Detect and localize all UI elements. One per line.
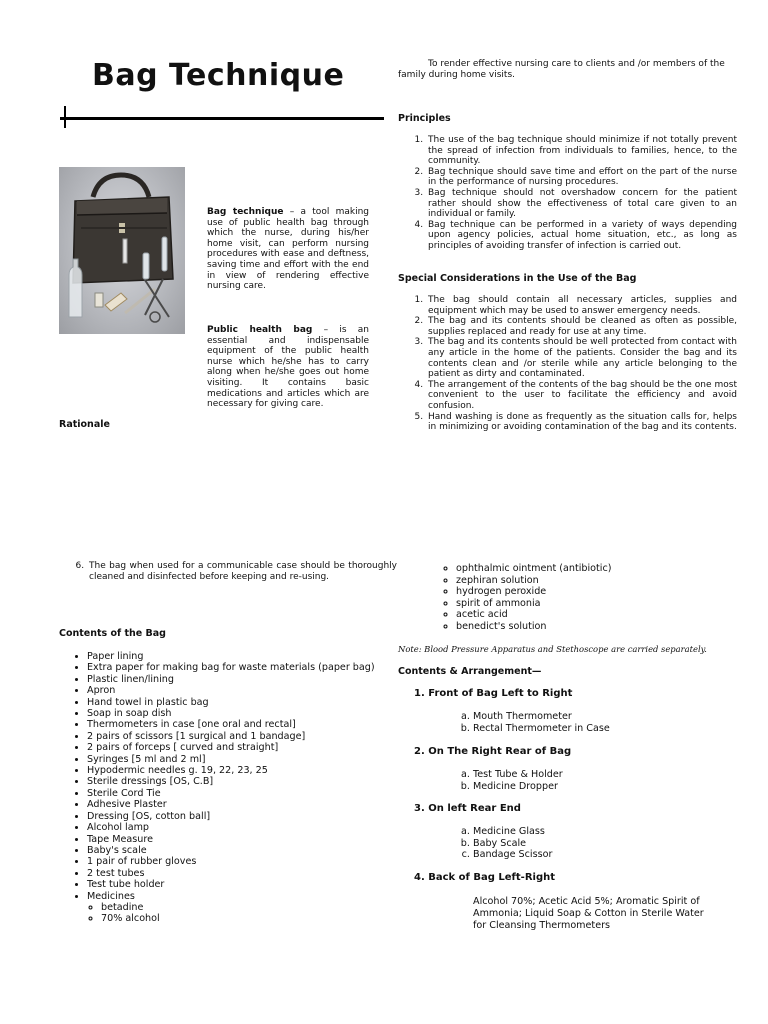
contents-list — [59, 651, 397, 925]
list-item: 4. Bag technique can be performed in a variety of ways depending upon agency policies, actual home situation, etc., as long as principles of avoiding transfer of infection is carried out. — [426, 220, 737, 252]
list-item: • Plastic linen/lining — [87, 674, 397, 685]
arrangement-number: 3. — [414, 803, 425, 814]
arrangement-title: On The Right Rear of Bag — [428, 746, 572, 757]
note-text: Note: Blood Pressure Apparatus and Stethoscope are carried separately. — [398, 644, 707, 654]
list-item: b. Baby Scale — [473, 838, 552, 850]
list-item: • 2 test tubes — [87, 868, 397, 879]
list-item: • 1 pair of rubber gloves — [87, 856, 397, 867]
title-rule — [60, 117, 384, 120]
bag-technique-definition — [207, 207, 369, 292]
bag-technique-text: – a tool making use of public health bag through which the nurse, during his/her home visit, can perform nursing procedures with ease and deftness, saving time and effort with the end in view of rendering effective nursing care. — [207, 207, 369, 292]
list-item: 2. The bag and its contents should be cleaned as often as possible, supplies replaced and ready for use at any time. — [426, 316, 737, 337]
list-item: • Alcohol lamp — [87, 822, 397, 833]
list-item: • Hand towel in plastic bag — [87, 697, 397, 708]
rationale-text: To render effective nursing care to clients and /or members of the family during home visits. — [398, 59, 725, 80]
arrangement-section-4-text: Alcohol 70%; Acetic Acid 5%; Aromatic Spirit of Ammonia; Liquid Soap & Cotton in Sterile Water for Cleansing Thermometers — [473, 896, 704, 931]
list-item: • Sterile dressings [OS, C.B] — [87, 776, 397, 787]
arrangement-number: 2. — [414, 746, 425, 757]
list-item: ◦ 70% alcohol — [101, 913, 397, 924]
principles-list — [398, 135, 737, 252]
arrangement-section-2-heading — [414, 746, 571, 757]
list-item: • Baby's scale — [87, 845, 397, 856]
arrangement-section-2-list — [445, 769, 563, 792]
list-item: 5. Hand washing is done as frequently as the situation calls for, helps in minimizing or avoiding contamination of the bag and its contents. — [426, 412, 737, 433]
list-item: • 2 pairs of scissors [1 surgical and 1 bandage] — [87, 731, 397, 742]
medicines-label: Medicines — [87, 890, 135, 902]
arrangement-number: 1. — [414, 688, 425, 699]
list-item: ◦ acetic acid — [456, 609, 756, 621]
arrangement-heading: Contents & Arrangement— — [398, 666, 542, 677]
special-considerations-list — [398, 295, 737, 433]
list-item: ◦ spirit of ammonia — [456, 598, 756, 610]
arrangement-section-1-list — [445, 711, 610, 734]
list-item: a. Mouth Thermometer — [473, 711, 610, 723]
list-item: • 2 pairs of forceps [ curved and straight] — [87, 742, 397, 753]
list-item: 6. The bag when used for a communicable case should be thoroughly cleaned and disinfected before keeping and re-using. — [87, 561, 397, 582]
list-item: 4. The arrangement of the contents of the bag should be the one most convenient to the user to facilitate the efficiency and avoid confusion. — [426, 380, 737, 412]
bag-photo — [59, 167, 185, 334]
list-item: • Paper lining — [87, 651, 397, 662]
list-item: • Dressing [OS, cotton ball] — [87, 811, 397, 822]
medical-bag-illustration — [59, 167, 185, 334]
arrangement-section-3-heading — [414, 803, 521, 814]
list-item: 1. The use of the bag technique should minimize if not totally prevent the spread of infection from individuals to families, hence, to the community. — [426, 135, 737, 167]
list-item: • Tape Measure — [87, 834, 397, 845]
medicines-list-continued — [428, 563, 756, 633]
list-item: • Soap in soap dish — [87, 708, 397, 719]
arrangement-title: Front of Bag Left to Right — [428, 688, 573, 699]
list-item: a. Test Tube & Holder — [473, 769, 563, 781]
list-item: 3. Bag technique should not overshadow concern for the patient rather should show the effectiveness of total care given to an individual or family. — [426, 188, 737, 220]
list-item: ◦ betadine — [101, 902, 397, 913]
list-item: • Thermometers in case [one oral and rectal] — [87, 719, 397, 730]
public-health-bag-text: – is an essential and indispensable equipment of the public health nurse which he/she has to carry along when he/she goes out home visiting. It contains basic medications and articles which are necessary for giving care. — [207, 325, 369, 410]
arrangement-title: Back of Bag Left-Right — [428, 872, 556, 883]
list-item: • Hypodermic needles g. 19, 22, 23, 25 — [87, 765, 397, 776]
list-item: b. Rectal Thermometer in Case — [473, 723, 610, 735]
arrangement-section-4-heading — [414, 872, 555, 883]
arrangement-number: 4. — [414, 872, 425, 883]
arrangement-section-3-list — [445, 826, 552, 861]
list-item: • Syringes [5 ml and 2 ml] — [87, 754, 397, 765]
list-item: • Extra paper for making bag for waste materials (paper bag) — [87, 662, 397, 673]
page-title: Bag Technique — [92, 58, 345, 93]
list-item — [87, 891, 397, 925]
list-item: • Sterile Cord Tie — [87, 788, 397, 799]
list-item: b. Medicine Dropper — [473, 781, 563, 793]
list-item: • Apron — [87, 685, 397, 696]
list-item: • Test tube holder — [87, 879, 397, 890]
list-item: 2. Bag technique should save time and effort on the part of the nurse in the performance of nursing procedures. — [426, 167, 737, 188]
rationale-heading: Rationale — [59, 419, 110, 430]
public-health-bag-term: Public health bag — [207, 325, 313, 335]
list-item: c. Bandage Scissor — [473, 849, 552, 861]
principles-heading: Principles — [398, 113, 451, 124]
arrangement-section-1-heading — [414, 688, 572, 699]
list-item: a. Medicine Glass — [473, 826, 552, 838]
list-item: 1. The bag should contain all necessary articles, supplies and equipment which may be used to answer emergency needs. — [426, 295, 737, 316]
list-item: • Adhesive Plaster — [87, 799, 397, 810]
arrangement-title: On left Rear End — [428, 803, 521, 814]
list-item: ◦ ophthalmic ointment (antibiotic) — [456, 563, 756, 575]
list-item: ◦ zephiran solution — [456, 575, 756, 587]
special-considerations-heading: Special Considerations in the Use of the Bag — [398, 273, 637, 284]
title-rule-tick — [64, 106, 66, 128]
list-item: ◦ benedict's solution — [456, 621, 756, 633]
medicines-list — [87, 902, 397, 925]
special-considerations-list-continued — [59, 561, 397, 582]
list-item: ◦ hydrogen peroxide — [456, 586, 756, 598]
bag-technique-term: Bag technique — [207, 207, 284, 217]
list-item: 3. The bag and its contents should be well protected from contact with any article in the home of the patients. Consider the bag and its contents clean and /or sterile while any article belonging to the patient as dirty and contaminated. — [426, 337, 737, 379]
contents-heading: Contents of the Bag — [59, 628, 166, 639]
public-health-bag-definition — [207, 325, 369, 410]
